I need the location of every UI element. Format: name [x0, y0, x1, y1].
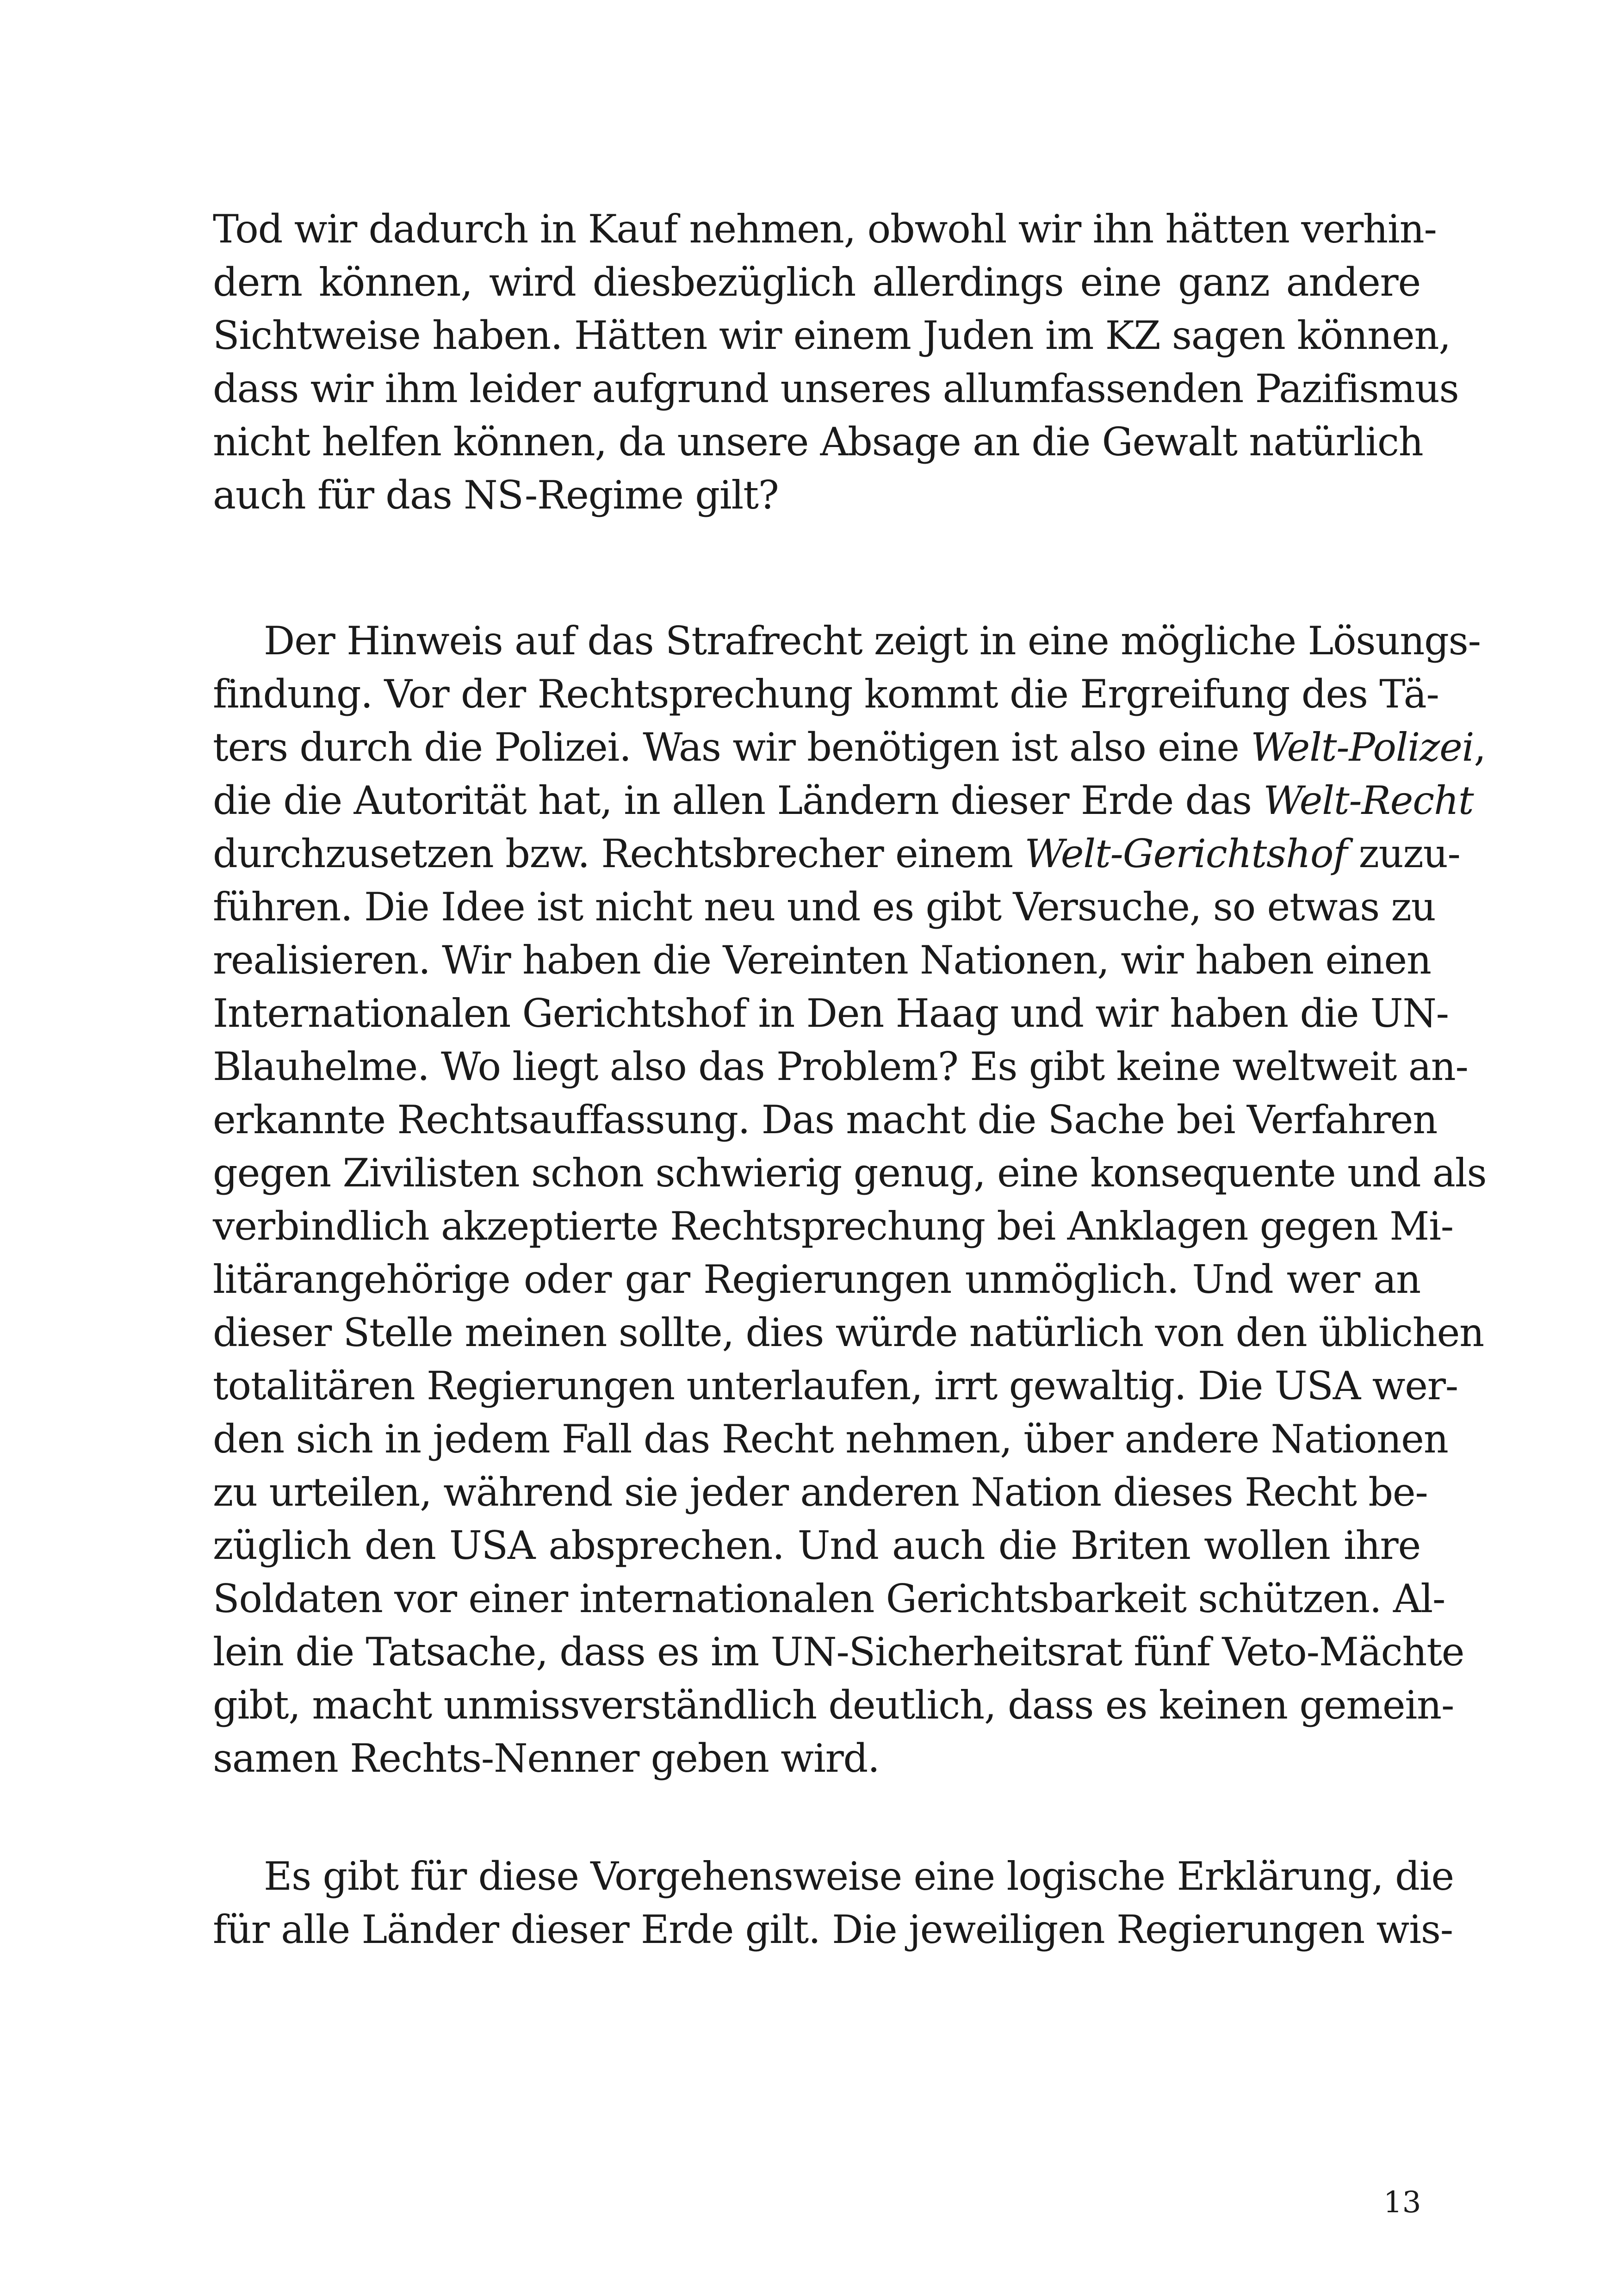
text-line: samen Rechts-Nenner geben wird. [213, 1736, 880, 1781]
text-line: findung. Vor der Rechtsprechung kommt die Ergreifung des Tä- [213, 671, 1439, 717]
text-line: zu urteilen, während sie jeder anderen Nation dieses Recht be- [213, 1470, 1428, 1515]
text-line: die die Autorität hat, in allen Ländern dieser Erde das Welt-Recht [213, 778, 1474, 823]
paragraph-3 [213, 1850, 1454, 1956]
text-line: züglich den USA absprechen. Und auch die Briten wollen ihre [213, 1523, 1420, 1568]
text-line: für alle Länder dieser Erde gilt. Die jeweiligen Regierungen wis- [213, 1907, 1453, 1952]
text-line: führen. Die Idee ist nicht neu und es gibt Versuche, so etwas zu [213, 884, 1436, 930]
italic-term: Welt-Polizei [1251, 725, 1474, 770]
text-line: erkannte Rechtsauffassung. Das macht die Sache bei Verfahren [213, 1097, 1438, 1142]
text-line: gegen Zivilisten schon schwierig genug, eine konsequente und als [213, 1150, 1487, 1196]
text-line: totalitären Regierungen unterlaufen, irrt gewaltig. Die USA wer- [213, 1363, 1458, 1409]
text-line: dass wir ihm leider aufgrund unseres allumfassenden Pazifismus [213, 366, 1459, 411]
text-line: Internationalen Gerichtshof in Den Haag und wir haben die UN- [213, 991, 1449, 1036]
text-line: den sich in jedem Fall das Recht nehmen, über andere Nationen [213, 1416, 1448, 1462]
text-line: Soldaten vor einer internationalen Gerichtsbarkeit schützen. Al- [213, 1576, 1445, 1621]
text-line: Der Hinweis auf das Strafrecht zeigt in eine mögliche Lösungs- [264, 618, 1481, 664]
text-line: Tod wir dadurch in Kauf nehmen, obwohl wir ihn hätten verhin- [213, 206, 1437, 252]
page-number: 13 [1383, 2185, 1421, 2220]
text-line: Blauhelme. Wo liegt also das Problem? Es gibt keine weltweit an- [213, 1044, 1468, 1089]
text-line: auch für das NS-Regime gilt? [213, 472, 779, 518]
text-line: litärangehörige oder gar Regierungen unmöglich. Und wer an [213, 1257, 1420, 1302]
italic-term: Welt-Gerichtshof [1024, 831, 1347, 876]
text-line: verbindlich akzeptierte Rechtsprechung bei Anklagen gegen Mi- [213, 1204, 1453, 1249]
text-line: Sichtweise haben. Hätten wir einem Juden im KZ sagen können, [213, 313, 1451, 358]
text-line: lein die Tatsache, dass es im UN-Sicherheitsrat fünf Veto-Mächte [213, 1629, 1464, 1675]
text-line: ters durch die Polizei. Was wir benötigen ist also eine Welt-Polizei, [213, 725, 1486, 770]
text-line: Es gibt für diese Vorgehensweise eine logische Erklärung, die [264, 1854, 1454, 1899]
text-line: dieser Stelle meinen sollte, dies würde natürlich von den üblichen [213, 1310, 1484, 1355]
text-line: dern können, wird diesbezüglich allerdings eine ganz andere [213, 260, 1420, 305]
text-line: realisieren. Wir haben die Vereinten Nationen, wir haben einen [213, 937, 1431, 983]
paragraph-1 [213, 203, 1459, 522]
text-line: gibt, macht unmissverständlich deutlich, dass es keinen gemein- [213, 1682, 1454, 1728]
italic-term: Welt-Recht [1263, 778, 1474, 823]
paragraph-2 [213, 614, 1487, 1785]
text-line: nicht helfen können, da unsere Absage an die Gewalt natürlich [213, 419, 1423, 465]
text-line: durchzusetzen bzw. Rechtsbrecher einem Welt-Gerichtshof zuzu- [213, 831, 1460, 876]
